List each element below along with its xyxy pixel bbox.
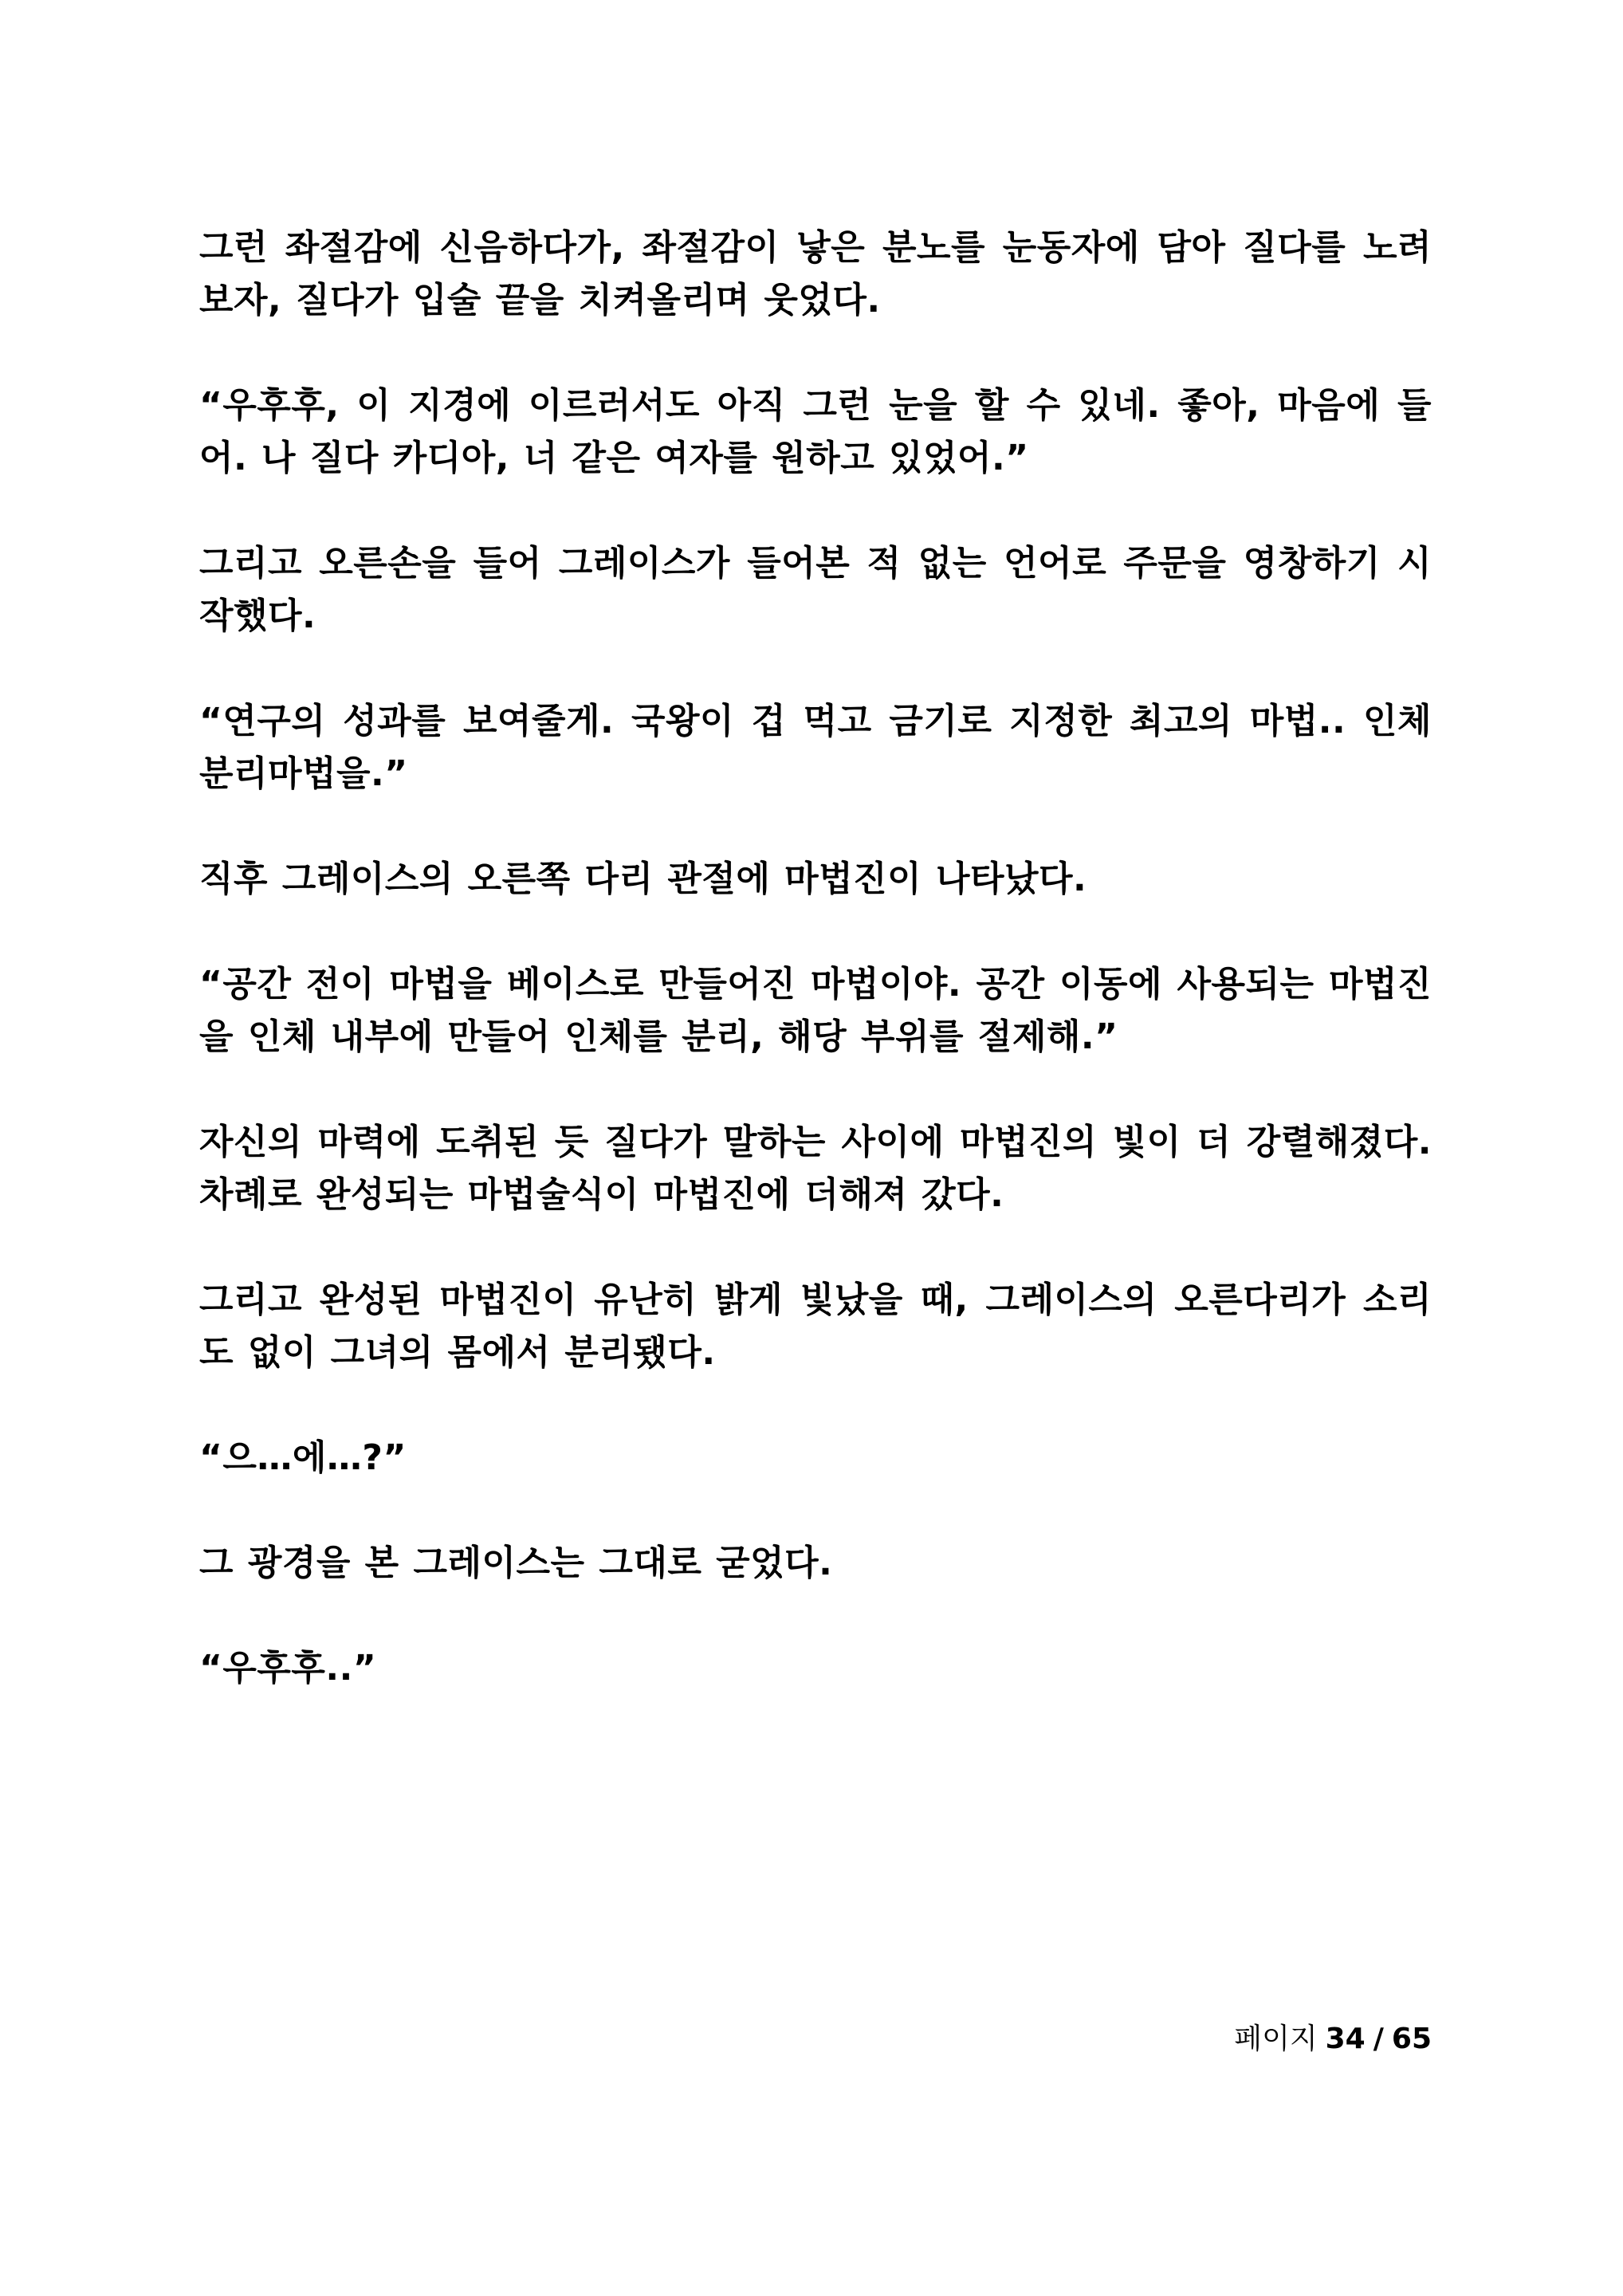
- current-page: 34: [1325, 2023, 1366, 2055]
- paragraph-8: 그리고 완성된 마법진이 유난히 밝게 빛났을 때, 그레이스의 오른다리가 소리도 없이 그녀의 몸에서 분리됐다.: [199, 1280, 1432, 1373]
- paragraph-3: 그리고 오른손을 들어 그레이스가 들어본 적 없는 언어로 주문을 영창하기 시작했다.: [199, 543, 1432, 636]
- paragraph-6: “공간 전이 마법을 베이스로 만들어진 마법이야. 공간 이동에 사용되는 마법진을 인체 내부에 만들어 인체를 분리, 해당 부위를 절제해.”: [199, 964, 1432, 1057]
- total-pages: 65: [1391, 2023, 1432, 2055]
- body-text: [199, 222, 1432, 1695]
- paragraph-10: 그 광경을 본 그레이스는 그대로 굳었다.: [199, 1543, 833, 1583]
- page-number: [1234, 2022, 1432, 2057]
- paragraph-1: 그런 좌절감에 신음하다가, 좌절감이 낳은 분노를 눈동자에 담아 질다를 노려보자, 질다가 입술 끝을 치켜올리며 웃었다.: [199, 227, 1432, 320]
- page-separator: /: [1373, 2023, 1384, 2055]
- paragraph-7: 자신의 마력에 도취된 듯 질다가 말하는 사이에 마법진의 빛이 더 강렬해졌다. 차례로 완성되는 마법술식이 마법진에 더해져 갔다.: [199, 1122, 1432, 1215]
- page-label: 페이지: [1234, 2023, 1318, 2055]
- paragraph-9: “으…에…?”: [199, 1437, 407, 1478]
- paragraph-5: 직후 그레이스의 오른쪽 다리 관절에 마법진이 나타났다.: [199, 859, 1087, 899]
- paragraph-4: “연구의 성과를 보여줄게. 국왕이 겁 먹고 금기로 지정한 최고의 마법.. 인체분리마법을.”: [199, 701, 1432, 794]
- paragraph-2: “우후후, 이 지경에 이르러서도 아직 그런 눈을 할 수 있네. 좋아, 마음에 들어. 나 질다 카디아, 너 같은 여자를 원하고 있었어.”: [199, 385, 1432, 478]
- paragraph-11: “우후후..”: [199, 1648, 377, 1689]
